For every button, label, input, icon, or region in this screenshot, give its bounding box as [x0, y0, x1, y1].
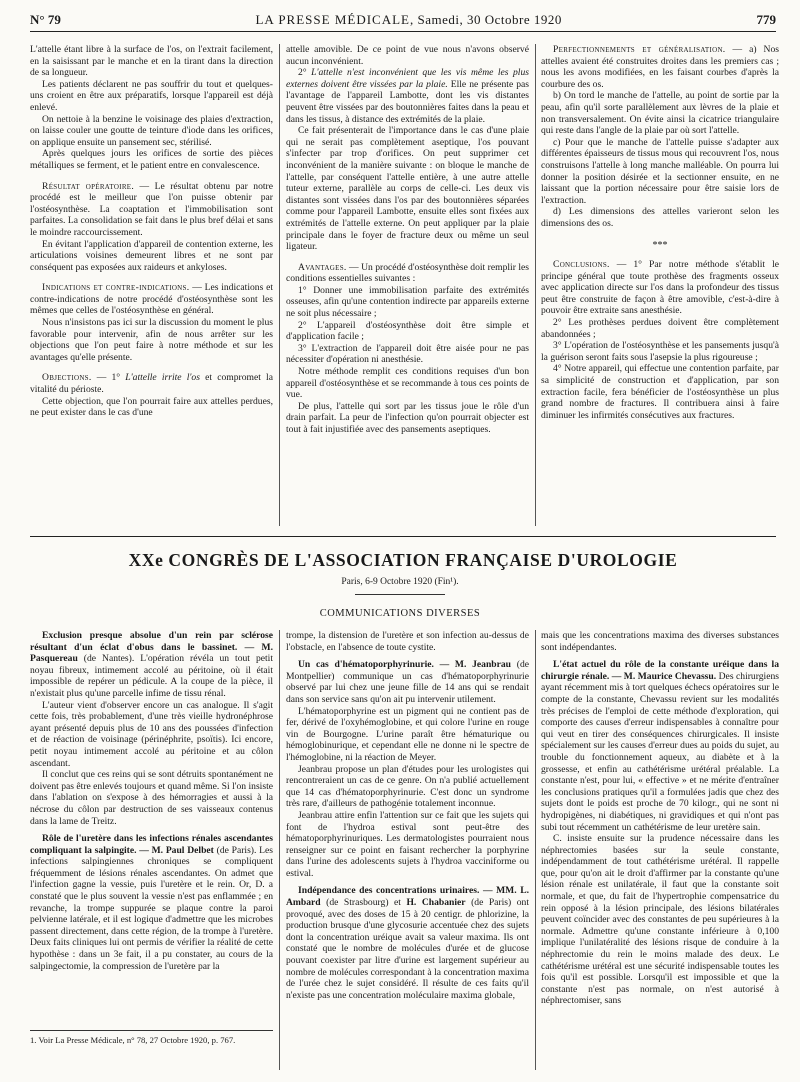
paragraph: 2° L'attelle n'est inconvénient que les vis même les plus externes doivent être vissées par la plaie. Elle ne présente pas l'avantage de l'appareil Lambotte, dont les vis distantes peuvent être vissées par des boutonnières faites dans la peau et dans les tissus, à distance des extrémités de la plaie.: [286, 67, 529, 125]
title-rule: [355, 594, 445, 595]
issue-number: N° 79: [30, 12, 61, 27]
footnote: 1. Voir La Presse Médicale, n° 78, 27 Octobre 1920, p. 767.: [30, 1030, 273, 1046]
bottom-column-1: [30, 630, 273, 1080]
paragraph-conclusions: Conclusions. — 1° Par notre méthode s'établit le principe général que toute prothèse des fragments osseux avec application directe sur l'os dans la profondeur des tissus peut être construite de façon à être amovible, c'est-à-dire à pouvoir être extraite sans anesthésie.: [541, 259, 779, 317]
paragraph-jeanbrau: Un cas d'hématoporphyrinurie. — M. Jeanbrau (de Montpellier) communique un cas d'hématoporphyrinurie observé par lui chez une jeune fille de 14 ans qui se rendait dans son service sans qu'on ait pu intervenir utilement.: [286, 659, 529, 705]
paragraph: Les patients déclarent ne pas souffrir du tout et quelques-uns croient en être aux préparatifs, lorsque l'appareil est déjà enlevé.: [30, 78, 273, 113]
paragraph: L'auteur vient d'observer encore un cas analogue. Il s'agit cette fois, très probablement, d'une très vieille hydronéphrose ayant présenté depuis plus de 10 ans des poussées d'infection et de réaction de voisinage (périnéphrite, psoïtis). Ici encore, petit noyau intimement accolé au péritoine et au côlon ascendant.: [30, 699, 273, 769]
paragraph: attelle amovible. De ce point de vue nous n'avons observé aucun inconvénient.: [286, 44, 529, 67]
paragraph-avantages: Avantages. — Un procédé d'ostéosynthèse doit remplir les conditions essentielles suivantes :: [286, 261, 529, 285]
column-rule: [535, 44, 536, 526]
top-column-2: [286, 44, 529, 530]
paragraph: mais que les concentrations maxima des diverses substances sont indépendantes.: [541, 630, 779, 653]
paragraph: Ce fait présenterait de l'importance dans le cas d'une plaie qui ne serait pas complètement aseptique, l'os pouvant s'infecter par trop d'orifices. On peut supprimer cet inconvénient de la manière suivante : on bloque le manche de l'attelle, par conséquent l'attelle entière, à une autre attelle tuteur externe, parallèle au corps de celle-ci. Les deux vis distantes sont vissées dans l'os par des boutonnières séparées comme pour l'appareil Lambotte, ensuite elles sont fixées aux extrémités de l'attelle externe. On peut appliquer par la plaie principale dans le foyer de fracture deux ou même un seul ligateur.: [286, 125, 529, 253]
bottom-column-3: [541, 630, 779, 1080]
congress-dateline: Paris, 6-9 Octobre 1920 (Fin¹).: [341, 577, 459, 587]
paragraph: L'attelle étant libre à la surface de l'os, on l'extrait facilement, en la saisissant par le manche et en la tirant dans la direction de sa longueur.: [30, 44, 273, 79]
paragraph: b) On tord le manche de l'attelle, au point de sortie par la peau, afin qu'il sorte parallèlement aux lèvres de la plaie et non transversalement. On évite ainsi la cicatrice triangulaire qui reste dans l'angle de la plaie par où sort l'attelle.: [541, 90, 779, 137]
paragraph: Cette objection, que l'on pourrait faire aux attelles perdues, ne peut exister dans le cas d'une: [30, 395, 273, 419]
column-rule: [279, 44, 280, 526]
column-rule: [535, 630, 536, 1070]
paragraph: On nettoie à la benzine le voisinage des plaies d'extraction, on laisse couler une goutte de teinture d'iode dans les orifices, on applique ensuite un pansement sec, stérilisé.: [30, 113, 273, 148]
paragraph: d) Les dimensions des attelles varieront selon les dimensions des os.: [541, 206, 779, 229]
page-number: 779: [756, 12, 776, 27]
paragraph: 2° Les prothèses perdues doivent être complètement abandonnées ;: [541, 317, 779, 340]
paragraph: 4° Notre appareil, qui effectue une contention parfaite, par sa simplicité de construction et d'application, par son extraction facile, fera bénéficier de l'ostéosynthèse un plus grand nombre de fractures. Il contribuera ainsi à faire diminuer les infirmités consécutives aux fractures.: [541, 363, 779, 421]
top-column-3: [541, 44, 779, 530]
paragraph: En évitant l'application d'appareil de contention externe, les articulations voisines demeurent libres et ne sont par conséquent pas exposées aux raideurs et ankyloses.: [30, 238, 273, 273]
paragraph-delbet: Rôle de l'uretère dans les infections rénales ascendantes compliquant la salpingite. — M. Paul Delbet (de Paris). Les infections salpingiennes chroniques se compliquent fréquemment de lésions rénales ascendantes. On admet que l'infection gagne la vessie, puis l'uretère et le rein. Or, D. a constaté que le plus souvent la vessie n'est pas enflammée ; en revanche, la trompe suppurée se plaque contre la paroi pelvienne latérale, et il est logique d'admettre que les microbes passent directement, dans cette région, de la trompe à l'uretère. Deux faits cliniques lui ont permis de vérifier la réalité de cette hypothèse : dans un 3e fait, il a pu constater, au cours de la salpingectomie, la compression de l'uretère par la: [30, 833, 273, 972]
paragraph: L'hématoporphyrine est un pigment qui ne contient pas de fer, dérivé de l'oxyhémoglobine, et qui colore l'urine en rouge vin de Bourgogne. L'urine paraît être hématurique ou hémoglobinurique, et cependant elle ne donne ni le spectre de l'hémoglobine, ni la réaction de Meyer.: [286, 705, 529, 763]
paragraph: Après quelques jours les orifices de sortie des pièces métalliques se ferment, et le patient entre en convalescence.: [30, 148, 273, 171]
paragraph-indications: Indications et contre-indications. — Les indications et contre-indications de notre procédé d'ostéosynthèse sont les mêmes que celles de l'ostéosynthèse en général.: [30, 282, 273, 317]
paragraph: Il conclut que ces reins qui se sont détruits spontanément ne doivent pas être enlevés toujours et quand même. Si l'on insiste dans l'ablation on s'expose à des hémorragies et aussi à la nécrose du côlon par destruction de ses vaisseaux contenus dans la lame de Treitz.: [30, 769, 273, 827]
top-column-1: [30, 44, 273, 530]
paragraph: Nous n'insistons pas ici sur la discussion du moment le plus favorable pour intervenir, afin de nous arrêter sur les objections que l'on peut faire à notre méthode et sur les avantages qu'elle présente.: [30, 317, 273, 363]
paragraph: De plus, l'attelle qui sort par les tissus joue le rôle d'un drain parfait. La peur de l'infection qu'on pourrait objecter est tout à fait injustifiée avec des pansements aseptiques.: [286, 400, 529, 435]
paragraph: 3° L'opération de l'ostéosynthèse et les pansements jusqu'à la guérison seront faits sous l'asepsie la plus rigoureuse ;: [541, 340, 779, 363]
column-rule: [279, 630, 280, 1070]
congress-title: XXe CONGRÈS DE L'ASSOCIATION FRANÇAISE D'UROLOGIE: [128, 550, 678, 570]
bottom-column-2: [286, 630, 529, 1080]
paragraph-pasquereau: Exclusion presque absolue d'un rein par sclérose résultant d'un éclat d'obus dans le bassinet. — M. Pasquereau (de Nantes). L'opération révéla un tout petit noyau fibreux, intimement accolé au péritoine, où il était impossible de repérer un pédicule. A la coupe de la pièce, il n'existait plus qu'une parcelle infime de tissu rénal.: [30, 630, 273, 699]
section-heading: COMMUNICATIONS DIVERSES: [319, 608, 481, 619]
paragraph-chevassu: L'état actuel du rôle de la constante uréique dans la chirurgie rénale. — M. Maurice Chevassu. Des chirurgiens ayant récemment mis à tort quelques échecs opératoires sur le compte de la constante, Chevassu revient sur les modalités très précises de l'emploi de cette méthode d'exploration, qui comporte des causes d'erreur indispensables à connaître pour qui veut en tirer des conséquences chirurgicales. Il insiste spécialement sur les causes d'erreur dues au poids du sujet, au trouble du fonctionnement aqueux, au diabète et à la grossesse, et enfin au cathétérisme urétéral préalable. La constante n'est, pour lui, « effective » et ne mérite d'entraîner les conclusions pratiques qu'il a formulées jadis que chez des sujets dont le poids est proche de 70 kilogr., qui ne sont ni hydropigènes, ni diabétiques, ni gravidiques et qui n'ont pas subi tout récemment un cathétérisme de leur uretère sain.: [541, 659, 779, 833]
paragraph: trompe, la distension de l'uretère et son infection au-dessus de l'obstacle, en l'absence de toute cystite.: [286, 630, 529, 653]
paragraph-resultat: Résultat opératoire. — Le résultat obtenu par notre procédé est le meilleur que l'on puisse obtenir par l'ostéosynthèse. La coaptation et l'immobilisation sont parfaites. La consolidation se fait dans le plus bref délai et sans le moindre raccourcissement.: [30, 180, 273, 238]
journal-title: LA PRESSE MÉDICALE, Samedi, 30 Octobre 1920: [255, 12, 562, 27]
paragraph: c) Pour que le manche de l'attelle puisse s'adapter aux différentes épaisseurs de tissus mous qui recouvrent l'os, nous construisons l'attelle à long manche malléable. On pourra lui donner la position désirée et la sectionner ensuite, en ne laissant que la portion nécessaire pour être saisie lors de l'extraction.: [541, 136, 779, 206]
paragraph: Jeanbrau propose un plan d'études pour les urologistes qui rencontreraient un cas de ce genre. On n'a publié actuellement que 14 cas d'hématoporphyrinurie. C'est donc un syndrome très rare, d'ailleurs de pathogénie totalement inconnue.: [286, 763, 529, 810]
paragraph: 1° Donner une immobilisation parfaite des extrémités osseuses, afin qu'une contention indirecte par appareils externe ne soit plus nécessaire ;: [286, 284, 529, 320]
paragraph: Notre méthode remplit ces conditions requises d'un bon appareil d'ostéosynthèse et se recommande à tous ces points de vue.: [286, 366, 529, 401]
paragraph-objections: Objections. — 1° L'attelle irrite l'os et compromet la vitalité du périoste.: [30, 372, 273, 396]
paragraph: 3° L'extraction de l'appareil doit être aisée pour ne pas nécessiter d'opération ni anesthésie.: [286, 342, 529, 366]
paragraph-perfectionnements: Perfectionnements et généralisation. — a) Nos attelles avaient été construites droites dans les premiers cas ; nous les avons modifiées, en les faisant courbes d'après la courbure des os.: [541, 44, 779, 90]
asterism: ***: [652, 239, 668, 251]
paragraph: 2° L'appareil d'ostéosynthèse doit être simple et d'application facile ;: [286, 319, 529, 343]
paragraph: Jeanbrau attire enfin l'attention sur ce fait que les sujets qui font de l'hydroa estival sont peut-être des hématoporphyrinuriques. Les dermatologistes pourraient nous renseigner sur ce point en faisant rechercher la porphyrine dans l'urine des adolescents sujets à l'hydroa vacciniforme ou estival.: [286, 809, 529, 879]
paragraph: C. insiste ensuite sur la prudence nécessaire dans les néphrectomies basées sur la seule constante, indépendamment de tout cathétérisme urétéral. Il rappelle que, pour qu'on ait le droit d'affirmer par la constante qu'une lésion rénale est unilatérale, il faut que la constante soit normale, et que, du fait de l'hypertrophie compensatrice du rein opposé à la lésion principale, des lésions bilatérales peuvent coïncider avec des constantes de peu supérieures à la normale. Admettre qu'une constante inférieure à 0,100 implique l'unilatéralité des lésions risque de conduire à la néphrectomie du rein le moins malade des deux. Le cathétérisme urétéral est une sécurité indispensable toutes les fois qu'il est possible. Lorsqu'il est impossible et que la constante n'est pas normale, on n'est autorisé à néphrectomiser, sans: [541, 833, 779, 1007]
paragraph-ambard: Indépendance des concentrations urinaires. — MM. L. Ambard (de Strasbourg) et H. Chabanier (de Paris) ont provoqué, avec des doses de 15 à 20 centigr. de phlorizine, la production brusque d'une glycosurie accentuée chez des sujets dont la concentration uréique avait sa valeur maxima. Ils ont constaté que le nombre de molécules d'urée et de glucose pouvant coexister par litre d'urine est largement supérieur au nombre de molécules correspondant à la concentration maxima de l'urée chez le sujet considéré. Il résulte de ces faits qu'il n'existe pas une concentration moléculaire maxima globale,: [286, 885, 529, 1001]
section-rule: [30, 536, 776, 537]
page-header: [30, 12, 776, 32]
